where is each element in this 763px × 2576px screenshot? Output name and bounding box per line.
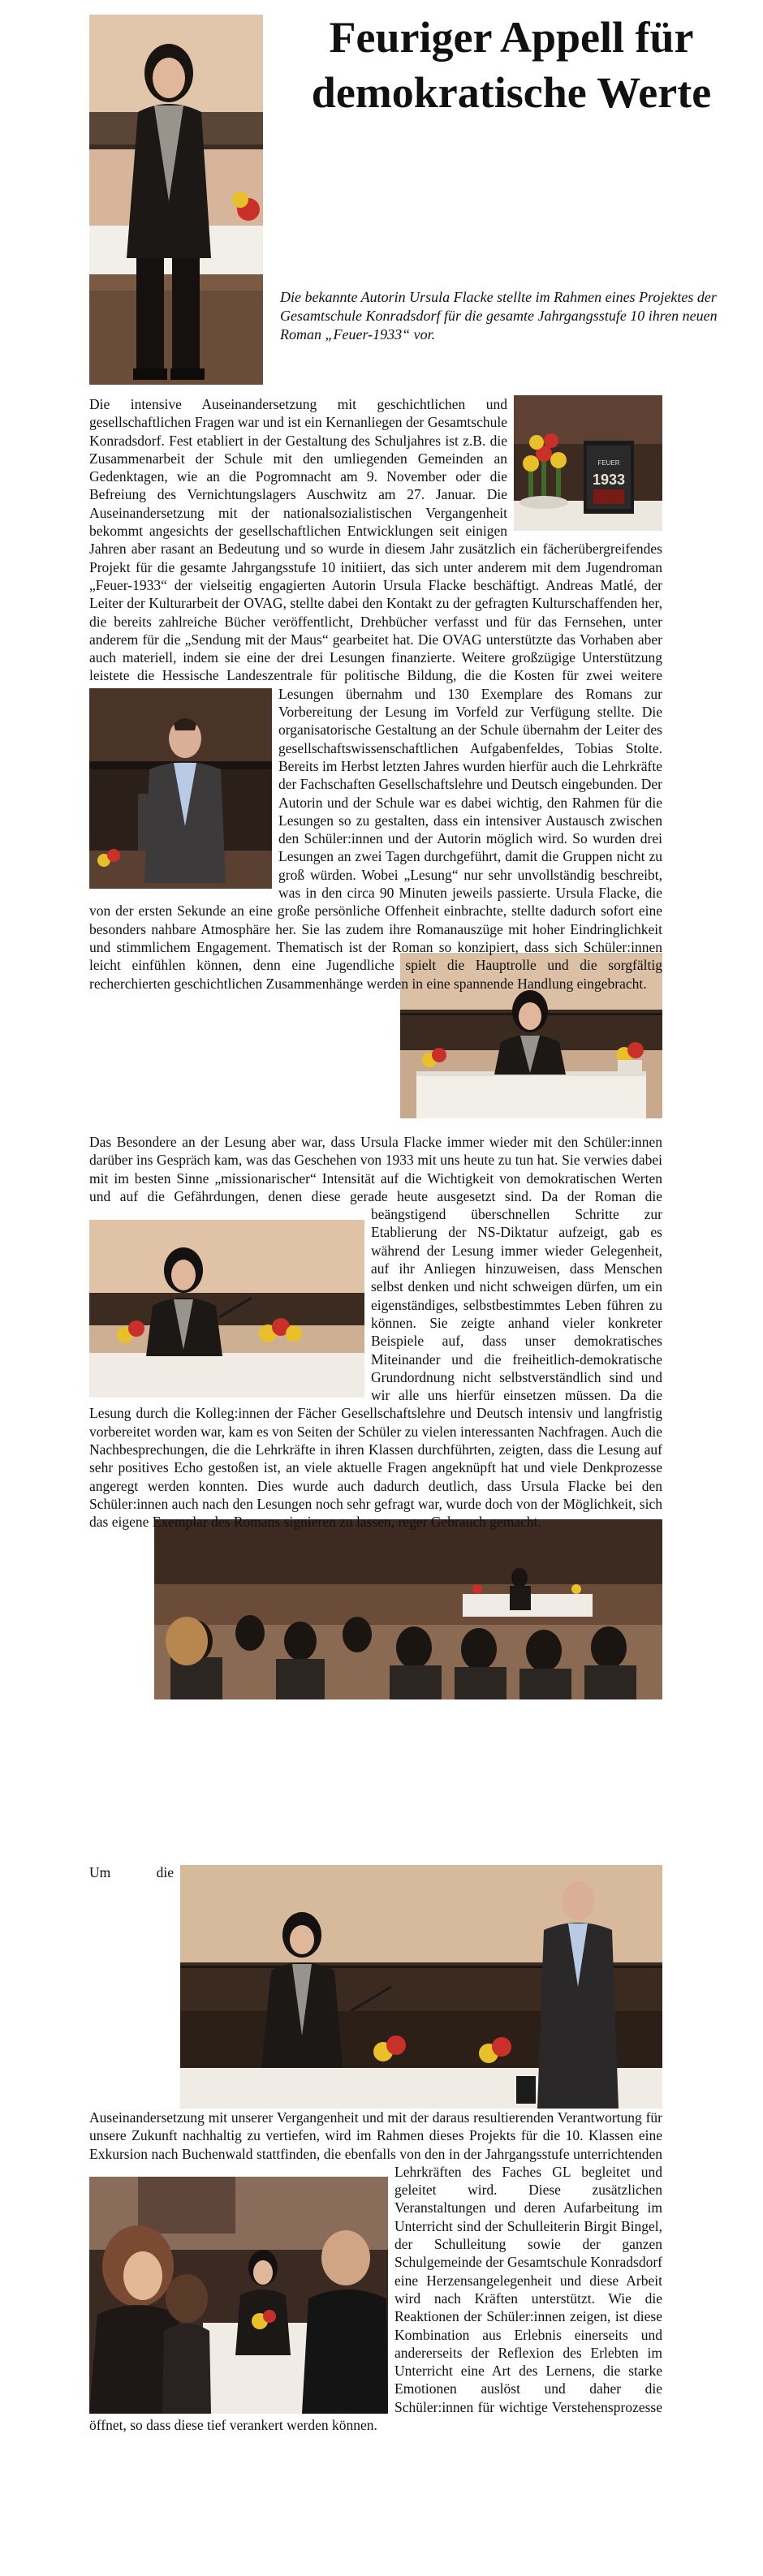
article-paragraph-2-text: Das Besondere an der Lesung aber war, dass Ursula Flacke immer wieder mit den Schüler:innen darüber ins Gespräch kam, was das Geschehen von 1933 mit uns heute zu tun hat. Sie verwies dabei mit im besten Sinne „missionarischer“ Intensität auf die Wichtigkeit von demokratischen Werten und auf die Gefährdungen, denen diese gerade heute ausgesetzt sind. Da der Roman die beängstigend überschnellen Schritte zur Etablierung der NS-Diktatur aufzeigt, gab es während der Lesung immer wieder Gelegenheit, auf ihr Anliegen hinzuweisen, dass Menschen selbst denken und nicht schweigen dürfen, um ein eigenständiges, selbstbestimmtes Leben führen zu können. Sie zeigte anhand vieler konkreter Beispiele auf, dass unser demokratisches Miteinander und die freiheitlich-demokratische Grundordnung nicht selbstverständlich sind und wir alle uns hierfür einsetzen müssen. Da die Lesung durch die Kolleg:innen der Fächer Gesellschaftslehre und Deutsch intensiv und langfristig vorbereitet worden war, kam es von Seiten der Schüler zu vielen interessanten Nachfragen. Auch die Nachbesprechungen, die die Lehrkräfte in ihren Klassen durchführten, zeigten, dass die Lesung auf sehr positives Echo gestoßen ist, an viele aktuelle Fragen angeknüpft hat und viele Denkprozesse angeregt werden konnten. Dies wurde auch dadurch deutlich, dass Ursula Flacke bei den Schüler:innen auch nach den Lesungen noch sehr gefragt war, wurde doch von der Möglichkeit, sich das eigene Exemplar des Romans signieren zu lassen, reger Gebrauch gemacht. xyxy=(89,1133,662,1531)
photo-signing-session-wrap-spacer xyxy=(89,2178,394,2415)
article-paragraph-2 xyxy=(89,1133,662,1786)
photo-author-and-man-wrap-spacer xyxy=(174,1865,662,2109)
photo-audience-hall-wrap-spacer xyxy=(148,1606,662,1786)
article-paragraph-1-text: Die intensive Auseinandersetzung mit geschichtlichen und gesellschaftlichen Fragen war und ist ein Kernanliegen der Gesamtschule Konradsdorf. Fest etabliert in der Gestaltung des Schuljahres ist z.B. die Zusammenarbeit der Schule mit den umliegenden Gemeinden an Gedenktagen, wie an die Pogromnacht am 9. November oder die Befreiung des Vernichtungslagers Auschwitz am 27. Januar. Die Auseinandersetzung mit der nationalsozialistischen Vergangenheit bekommt angesichts der gesellschaftlichen Entwicklungen seit einigen Jahren aber rasant an Bedeutung und so wurde in diesem Jahr zusätzlich ein fächerübergreifendes Projekt für die gesamte Jahrgangsstufe 10 initiiert, das sich unter anderem mit dem Jugendroman „Feuer-1933“ der vielseitig engagierten Autorin Ursula Flacke beschäftigt. Andreas Matlé, der Leiter der Kulturarbeit der OVAG, stellte dabei den Kontakt zu der gefragten Kulturschaffenden her, die bereits zahlreiche Bücher veröffentlicht, Drehbücher verfasst und für das Fernsehen, unter anderem für die „Sendung mit der Maus“ gearbeitet hat. Die OVAG unterstützte das Vorhaben aber auch materiell, indem sie eine der drei Lesungen finanzierte. Weitere großzügige Unterstützung leistete die Hessische Landeszentrale für politische Bildung, die die Kosten für zwei weitere Lesungen übernahm und 130 Exemplare des Romans zur Vorbereitung der Lesung im Vorfeld zur Verfügung stellte. Die organisatorische Gestaltung an der Schule übernahm der Leiter des gesellschaftswissenschaftlichen Aufgabenfeldes, Tobias Stolte. Bereits im Herbst letzten Jahres wurden hierfür auch die Lehrkräfte der Fachschaften Gesellschaftslehre und Deutsch eingebunden. Der Autorin und der Schule war es dabei wichtig, den Rahmen für die Lesungen so zu gestalten, dass ein intensiver Austausch zwischen den Schüler:innen und der Autorin möglich wird. So wurden drei Lesungen an zwei Tagen durchgeführt, damit die Gruppen nicht zu groß würden. Wobei „Lesung“ nur sehr unvollständig beschreibt, was in den circa 90 Minuten jeweils passierte. Ursula Flacke, die von der ersten Sekunde an eine große persönliche Offenheit einbrachte, stellte dadurch sofort eine besonders nahbare Atmosphäre her. Sie las zudem ihre Romanauszüge mit hoher Eindringlichkeit und stimmlichem Engagement. Thematisch ist der Roman so konzipiert, dass sich Schüler:innen leicht einfühlen können, denn eine Jugendliche spielt die Hauptrolle und die sorgfältig recherchierten geschichtlichen Zusammenhänge werden in eine spannende Handlung eingebracht. xyxy=(89,395,662,993)
article-paragraph-3-text: Um die Auseinandersetzung mit unserer Vergangenheit und mit der daraus resultierenden Verantwortung für unsere Zukunft nachhaltig zu vertiefen, wird im Rahmen dieses Projekts für die 10. Klassen eine Exkursion nach Buchenwald stattfinden, die ebenfalls von den in der Jahrgangsstufe unterrichtenden Lehrkräften des Faches GL begleitet und geleitet wird. Diese zusätzlichen Veranstaltungen und deren Aufarbeitung im Unterricht sind der Schulleiterin Birgit Bingel, der Schulleitung sowie der ganzen Schulgemeinde der Gesamtschule Konradsdorf eine Herzensangelegenheit und diese Arbeit wird nach Kräften unterstützt. Wie die Reaktionen der Schüler:innen zeigen, ist diese Kombination aus Erlebnis einerseits und andererseits der Reflexion des Erlebten im Unterricht eine Art des Lernens, die starke Emotionen auslöst und daher die Schüler:innen für wichtige Verstehensprozesse öffnet, so dass diese tief verankert werden können. xyxy=(89,1864,662,2434)
article-title: Feuriger Appell für demokratische Werte xyxy=(311,13,712,117)
book-cover-number: 1933 xyxy=(592,472,626,488)
photo-author-standing xyxy=(89,15,263,385)
article-paragraph-3 xyxy=(89,1863,662,2434)
photo-flowers-book-wrap-spacer xyxy=(507,395,662,531)
book-cover-small-text: FEUER xyxy=(597,459,620,467)
photo-man-speaking-wrap-spacer xyxy=(89,688,278,889)
photo-author-microphone-wrap-spacer xyxy=(89,1220,371,1398)
article-lead: Die bekannte Autorin Ursula Flacke stellte im Rahmen eines Projektes der Gesamtschule Konradsdorf für die gesamte Jahrgangsstufe 10 ihren neuen Roman „Feuer-1933“ vor. xyxy=(280,289,718,342)
